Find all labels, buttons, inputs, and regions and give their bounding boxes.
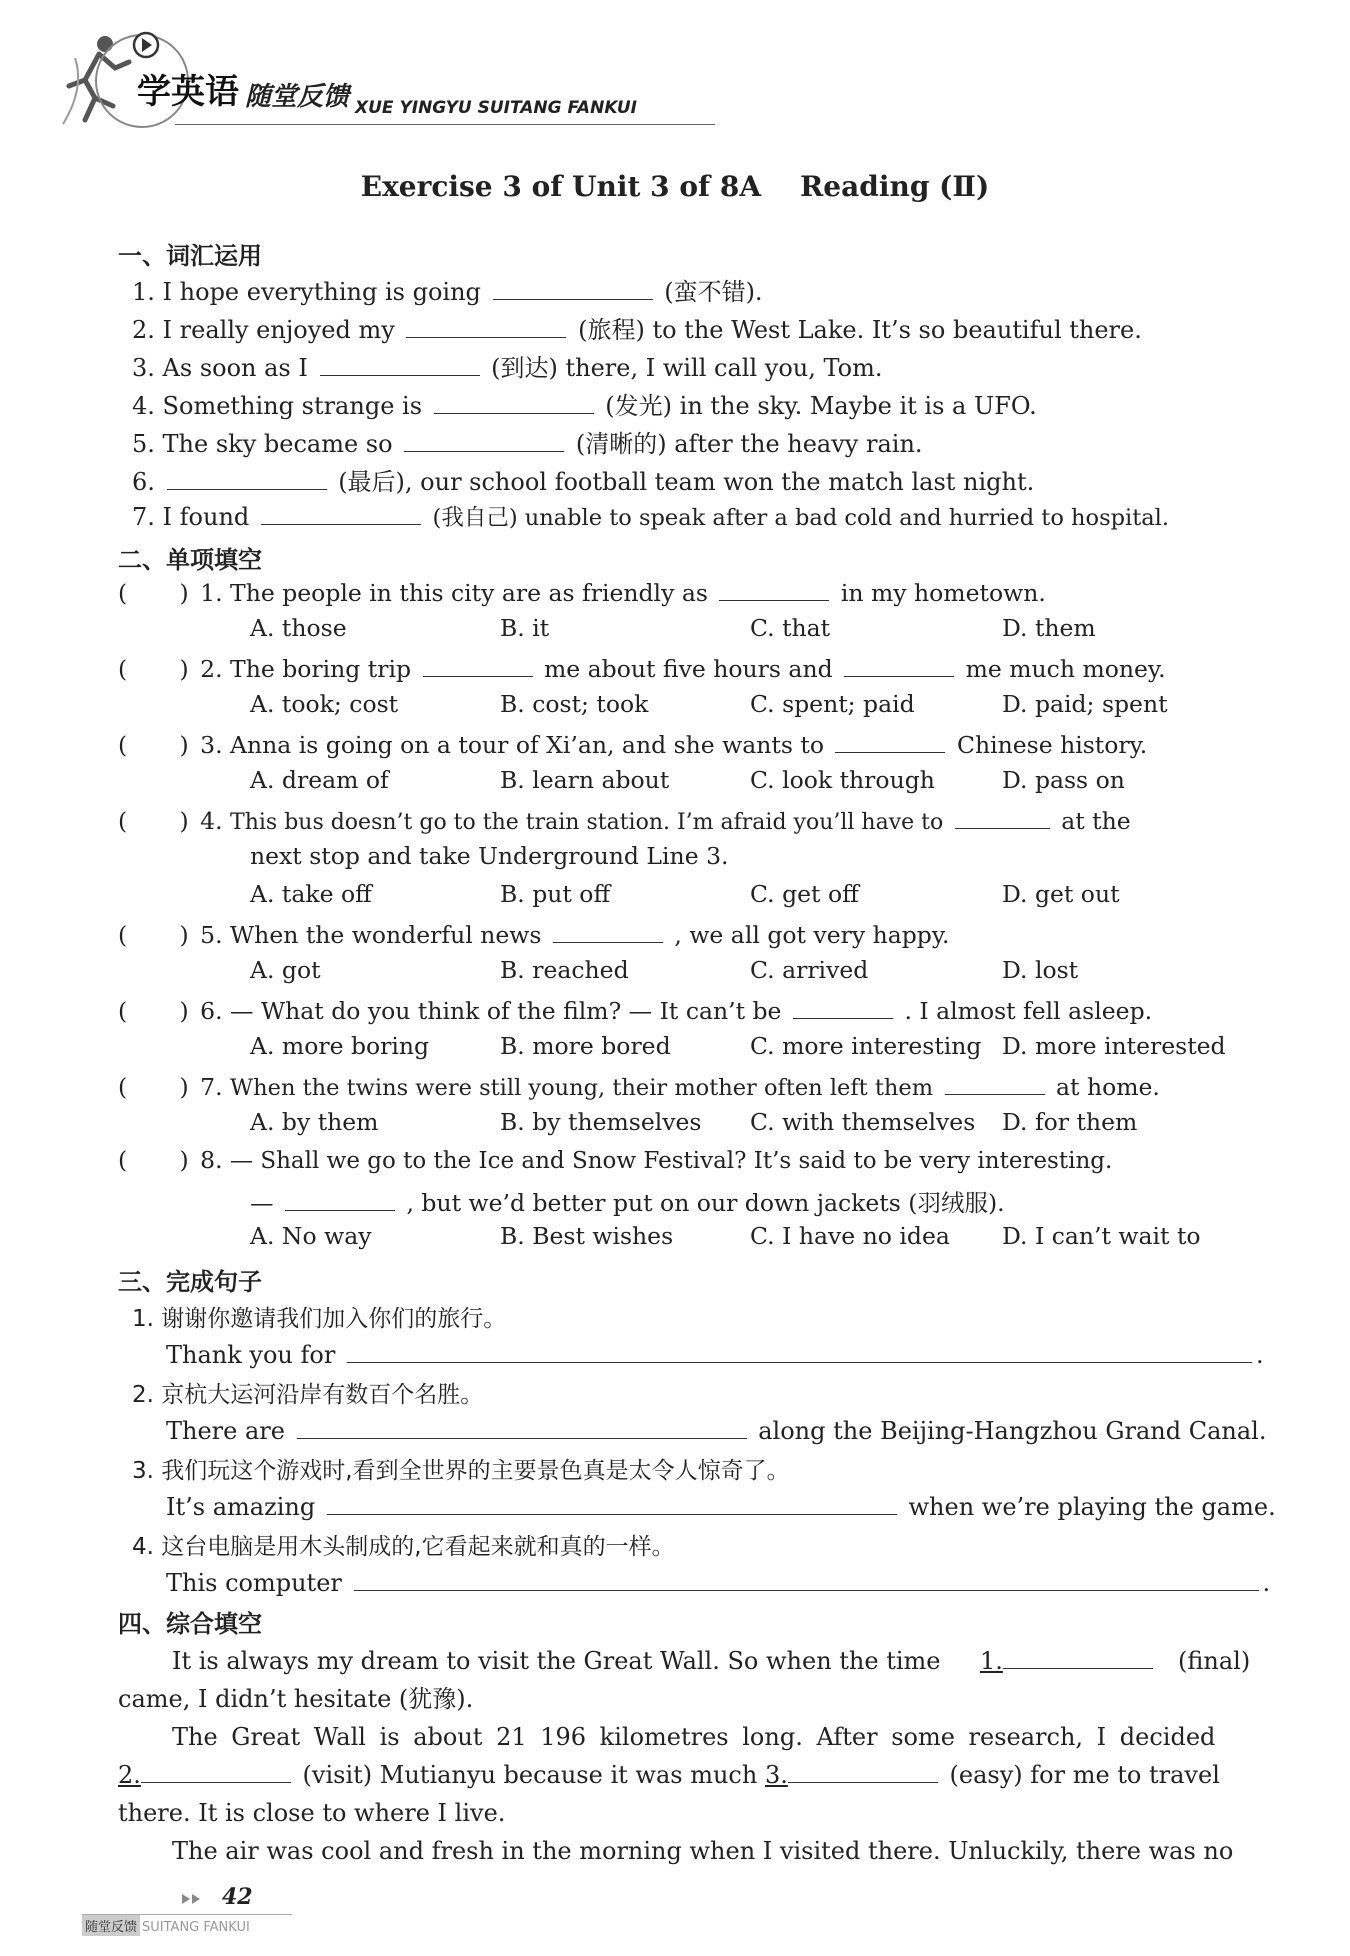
list-item xyxy=(132,1300,1272,1338)
item-hint: (旅程) to the West Lake. It’s so beautiful there. xyxy=(578,316,1142,344)
options-row xyxy=(118,1222,1278,1260)
question-row xyxy=(118,728,1278,766)
list-item xyxy=(132,1528,1272,1566)
page-number: 42 xyxy=(222,1884,253,1910)
option[interactable]: C. get off xyxy=(750,880,859,908)
item-text: This computer xyxy=(166,1569,342,1597)
option[interactable]: D. them xyxy=(1002,614,1096,642)
cloze-passage xyxy=(118,1642,1263,1870)
list-item xyxy=(132,272,1272,310)
answer-line[interactable] xyxy=(354,1566,1259,1591)
item-number: 7. xyxy=(132,503,155,531)
list-item xyxy=(132,1452,1272,1490)
question-text: . I almost fell asleep. xyxy=(904,997,1153,1025)
answer-blank[interactable] xyxy=(719,576,829,601)
question-text: at the xyxy=(1061,807,1131,835)
question-row xyxy=(118,652,1278,690)
passage-line xyxy=(118,1756,1263,1794)
section-heading: 四、综合填空 xyxy=(118,1610,262,1638)
question-text: Chinese history. xyxy=(956,731,1148,759)
logo-underline xyxy=(175,124,715,125)
logo-subtitle-en: XUE YINGYU SUITANG FANKUI xyxy=(355,98,638,118)
answer-blank[interactable] xyxy=(320,351,480,376)
section-heading: 三、完成句子 xyxy=(118,1268,262,1296)
question-text: — What do you think of the film? — It can’t be xyxy=(230,997,782,1025)
list-item xyxy=(132,1338,1272,1376)
option[interactable]: B. Best wishes xyxy=(500,1222,674,1250)
logo-subtitle-cn: 随堂反馈 xyxy=(245,82,350,112)
option[interactable]: D. paid; spent xyxy=(1002,690,1168,718)
option[interactable]: C. spent; paid xyxy=(750,690,915,718)
question-number: 7. xyxy=(200,1073,223,1101)
option[interactable]: C. that xyxy=(750,614,831,642)
answer-blank[interactable] xyxy=(404,427,564,452)
play-icon xyxy=(131,30,161,60)
question-text: next stop and take Underground Line 3. xyxy=(250,842,729,870)
answer-blank[interactable] xyxy=(285,1186,395,1211)
list-item xyxy=(132,424,1272,462)
item-number: 2. xyxy=(132,1382,154,1408)
answer-bracket[interactable]: ( ) xyxy=(118,655,189,683)
option[interactable]: A. took; cost xyxy=(250,690,399,718)
question-number: 6. xyxy=(200,997,223,1025)
option[interactable]: B. cost; took xyxy=(500,690,649,718)
question-text: at home. xyxy=(1056,1073,1160,1101)
item-chinese: 谢谢你邀请我们加入你们的旅行。 xyxy=(161,1306,507,1332)
logo-title-cn: 学英语 xyxy=(137,72,239,112)
option[interactable]: A. got xyxy=(250,956,321,984)
answer-blank[interactable] xyxy=(945,1070,1045,1095)
option[interactable]: A. more boring xyxy=(250,1032,430,1060)
option[interactable]: D. more interested xyxy=(1002,1032,1226,1060)
item-text: when we’re playing the game. xyxy=(908,1493,1276,1521)
option[interactable]: C. arrived xyxy=(750,956,869,984)
question-text: me about five hours and xyxy=(544,655,833,683)
option[interactable]: A. dream of xyxy=(250,766,389,794)
answer-bracket[interactable]: ( ) xyxy=(118,997,189,1025)
list-item xyxy=(132,500,1272,538)
item-hint: (最后), our school football team won the match last night. xyxy=(338,468,1035,496)
option[interactable]: A. take off xyxy=(250,880,372,908)
item-number: 6. xyxy=(132,468,155,496)
question-number: 4. xyxy=(200,807,223,835)
section-heading: 一、词汇运用 xyxy=(118,242,262,270)
answer-bracket[interactable]: ( ) xyxy=(118,579,189,607)
list-item xyxy=(132,1414,1272,1452)
passage-hint: (final) xyxy=(1178,1647,1251,1675)
answer-blank[interactable] xyxy=(261,500,421,525)
option[interactable]: D. pass on xyxy=(1002,766,1125,794)
question-row xyxy=(118,1146,1278,1184)
option[interactable]: B. it xyxy=(500,614,550,642)
list-item xyxy=(132,1376,1272,1414)
answer-blank[interactable] xyxy=(793,994,893,1019)
question-text: When the wonderful news xyxy=(230,921,542,949)
footer xyxy=(70,1880,310,1940)
list-item xyxy=(132,310,1272,348)
options-row xyxy=(118,880,1278,918)
item-hint: (清晰的) after the heavy rain. xyxy=(575,430,923,458)
answer-blank[interactable] xyxy=(141,1758,291,1783)
item-chinese: 这台电脑是用木头制成的,它看起来就和真的一样。 xyxy=(161,1534,675,1560)
double-arrow-icon xyxy=(180,1892,204,1906)
question-row xyxy=(118,1070,1278,1108)
passage-line xyxy=(118,1718,1263,1756)
question-number: 5. xyxy=(200,921,223,949)
answer-blank[interactable] xyxy=(167,465,327,490)
question-number: 2. xyxy=(200,655,223,683)
question-text: The boring trip xyxy=(230,655,412,683)
item-hint: (蛮不错). xyxy=(664,278,763,306)
item-text: The sky became so xyxy=(162,430,393,458)
answer-blank[interactable] xyxy=(406,313,566,338)
passage-line xyxy=(118,1642,1263,1680)
question-number: 3. xyxy=(200,731,223,759)
question-row-cont xyxy=(118,842,1278,880)
item-chinese: 我们玩这个游戏时,看到全世界的主要景色真是太令人惊奇了。 xyxy=(161,1458,790,1484)
item-chinese: 京杭大运河沿岸有数百个名胜。 xyxy=(161,1382,484,1408)
answer-bracket[interactable]: ( ) xyxy=(118,1073,189,1101)
answer-bracket[interactable]: ( ) xyxy=(118,1146,189,1174)
question-text: , but we’d better put on our down jackets (羽绒服). xyxy=(406,1189,1005,1217)
item-number: 1. xyxy=(132,1306,154,1332)
item-text: along the Beijing-Hangzhou Grand Canal. xyxy=(758,1417,1267,1445)
answer-blank[interactable] xyxy=(434,389,594,414)
item-number: 4. xyxy=(132,392,155,420)
item-text: I really enjoyed my xyxy=(162,316,395,344)
passage-text: (easy) for me to travel xyxy=(949,1761,1220,1789)
option[interactable]: B. learn about xyxy=(500,766,670,794)
item-text: I found xyxy=(162,503,250,531)
passage-text: The Great Wall is about 21 196 kilometres long. After some research, I decided xyxy=(172,1723,1216,1751)
item-text: . xyxy=(1255,1341,1264,1369)
question-text: — xyxy=(250,1189,274,1217)
item-text: I hope everything is going xyxy=(162,278,481,306)
passage-text: there. It is close to where I live. xyxy=(118,1799,506,1827)
footer-tag xyxy=(82,1914,292,1937)
options-row xyxy=(118,766,1278,804)
option[interactable]: A. No way xyxy=(250,1222,372,1250)
question-row-cont xyxy=(118,1184,1278,1222)
options-row xyxy=(118,614,1278,652)
item-text: Something strange is xyxy=(162,392,423,420)
answer-line[interactable] xyxy=(327,1490,897,1515)
item-text: As soon as I xyxy=(162,354,308,382)
blank-number: 2. xyxy=(118,1761,141,1789)
answer-bracket[interactable]: ( ) xyxy=(118,731,189,759)
answer-bracket[interactable]: ( ) xyxy=(118,807,189,835)
option[interactable]: C. more interesting xyxy=(750,1032,982,1060)
option[interactable]: D. I can’t wait to xyxy=(1002,1222,1201,1250)
passage-line xyxy=(118,1832,1263,1870)
list-item xyxy=(132,386,1272,424)
blank-number: 1. xyxy=(980,1647,1003,1675)
item-text: It’s amazing xyxy=(166,1493,316,1521)
list-item xyxy=(132,348,1272,386)
item-hint: (发光) in the sky. Maybe it is a UFO. xyxy=(605,392,1037,420)
vocab-list xyxy=(132,272,1272,538)
option[interactable]: A. by them xyxy=(250,1108,379,1136)
section-heading: 二、单项填空 xyxy=(118,546,262,574)
option[interactable]: B. reached xyxy=(500,956,629,984)
question-text: The people in this city are as friendly as xyxy=(230,579,708,607)
question-row xyxy=(118,994,1278,1032)
blank-number: 3. xyxy=(764,1761,788,1789)
question-row xyxy=(118,918,1278,956)
options-row xyxy=(118,1108,1278,1146)
item-number: 3. xyxy=(132,354,155,382)
option[interactable]: D. get out xyxy=(1002,880,1120,908)
passage-text: came, I didn’t hesitate (犹豫). xyxy=(118,1685,474,1713)
option[interactable]: B. put off xyxy=(500,880,611,908)
option[interactable]: A. those xyxy=(250,614,347,642)
options-row xyxy=(118,690,1278,728)
translation-list xyxy=(132,1300,1276,1604)
blank-1[interactable] xyxy=(980,1642,1157,1680)
footer-tag-en: SUITANG FANKUI xyxy=(142,1920,250,1935)
item-hint: (到达) there, I will call you, Tom. xyxy=(491,354,883,382)
item-number: 2. xyxy=(132,316,155,344)
option[interactable]: C. I have no idea xyxy=(750,1222,950,1250)
header-logo xyxy=(55,28,695,128)
question-number: 1. xyxy=(200,579,223,607)
passage-line xyxy=(118,1794,1263,1832)
answer-blank[interactable] xyxy=(788,1758,938,1783)
question-text: , we all got very happy. xyxy=(674,921,950,949)
item-number: 5. xyxy=(132,430,155,458)
question-text: in my hometown. xyxy=(840,579,1046,607)
passage-text: (visit) Mutianyu because it was much xyxy=(302,1761,758,1789)
option[interactable]: C. look through xyxy=(750,766,935,794)
list-item xyxy=(132,1490,1276,1528)
footer-tag-cn: 随堂反馈 xyxy=(82,1915,140,1936)
passage-text: It is always my dream to visit the Great Wall. So when the time xyxy=(172,1647,941,1675)
options-row xyxy=(118,956,1278,994)
answer-bracket[interactable]: ( ) xyxy=(118,921,189,949)
answer-line[interactable] xyxy=(347,1338,1252,1363)
answer-line[interactable] xyxy=(297,1414,747,1439)
option[interactable]: B. more bored xyxy=(500,1032,671,1060)
option[interactable]: D. lost xyxy=(1002,956,1079,984)
option[interactable]: C. with themselves xyxy=(750,1108,976,1136)
question-text: — Shall we go to the Ice and Snow Festival? It’s said to be very interesting. xyxy=(230,1148,1113,1174)
item-number: 1. xyxy=(132,278,155,306)
item-number: 4. xyxy=(132,1534,154,1560)
question-number: 8. xyxy=(200,1146,223,1174)
answer-blank[interactable] xyxy=(835,728,945,753)
answer-blank[interactable] xyxy=(493,275,653,300)
question-row xyxy=(118,804,1278,842)
options-row xyxy=(118,1032,1278,1070)
mcq-list xyxy=(118,576,1278,1260)
question-row xyxy=(118,576,1278,614)
item-hint: (我自己) unable to speak after a bad cold and hurried to hospital. xyxy=(432,505,1170,531)
question-text: This bus doesn’t go to the train station. I’m afraid you’ll have to xyxy=(230,810,944,835)
option[interactable]: B. by themselves xyxy=(500,1108,702,1136)
list-item xyxy=(132,1566,1272,1604)
question-text: Anna is going on a tour of Xi’an, and she wants to xyxy=(230,731,824,759)
question-text: me much money. xyxy=(965,655,1166,683)
answer-blank[interactable] xyxy=(844,652,954,677)
question-text: When the twins were still young, their mother often left them xyxy=(230,1075,934,1101)
item-text: There are xyxy=(166,1417,285,1445)
page-title: Exercise 3 of Unit 3 of 8A Reading (Ⅱ) xyxy=(360,170,990,203)
item-text: Thank you for xyxy=(166,1341,336,1369)
passage-text: The air was cool and fresh in the morning when I visited there. Unluckily, there was no xyxy=(172,1837,1234,1865)
answer-blank[interactable] xyxy=(1003,1644,1153,1669)
option[interactable]: D. for them xyxy=(1002,1108,1138,1136)
answer-blank[interactable] xyxy=(423,652,533,677)
list-item xyxy=(132,462,1272,500)
answer-blank[interactable] xyxy=(553,918,663,943)
passage-line xyxy=(118,1680,1263,1718)
answer-blank[interactable] xyxy=(955,804,1050,829)
item-text: . xyxy=(1262,1569,1271,1597)
item-number: 3. xyxy=(132,1458,154,1484)
